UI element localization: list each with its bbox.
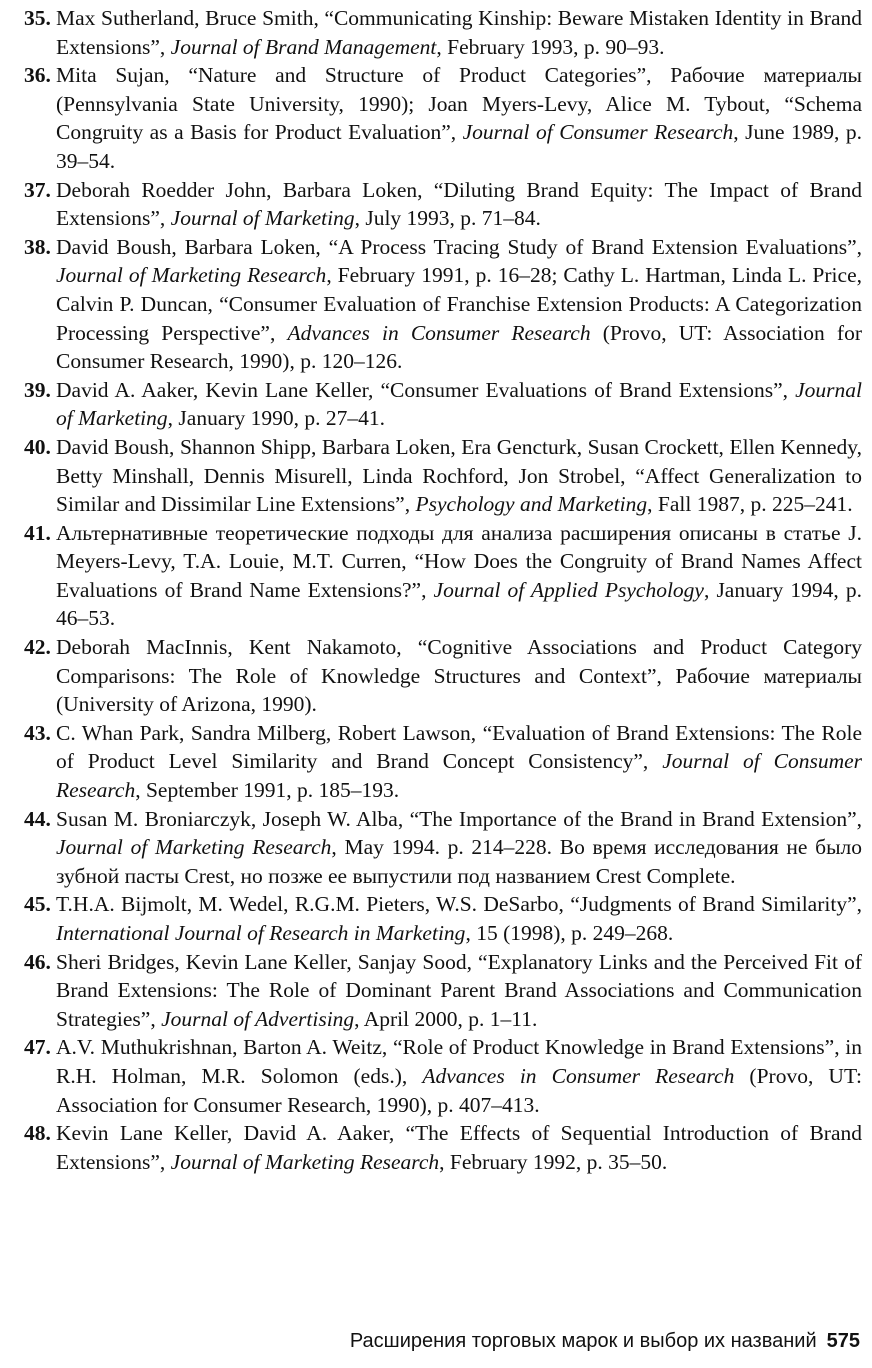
reference-text xyxy=(56,805,862,891)
reference-item xyxy=(24,890,862,947)
reference-text xyxy=(56,1033,862,1119)
reference-number: 35. xyxy=(24,6,51,30)
reference-text xyxy=(56,633,862,719)
reference-text xyxy=(56,376,862,433)
running-title: Расширения торговых марок и выбор их названий xyxy=(349,1330,817,1352)
reference-number: 46. xyxy=(24,949,51,974)
reference-number: 44. xyxy=(24,806,51,831)
reference-list xyxy=(24,4,862,1176)
reference-text xyxy=(56,61,862,175)
reference-text xyxy=(56,890,862,947)
reference-text xyxy=(56,948,862,1034)
reference-number: 37. xyxy=(24,177,51,202)
reference-item xyxy=(24,805,862,891)
journal-title: Journal of Marketing Research xyxy=(56,263,327,288)
journal-title: Advances in Consumer Research xyxy=(287,320,591,345)
reference-segment: Альтернативные теоретические подходы для анализа расширения описаны в статье J. Meyers-Levy, T.A. Louie, M.T. Curren, “How Does the Congruity of Brand Names Affect Evaluations of Brand Name Extensions?”, xyxy=(56,520,862,602)
reference-segment: , July 1993, p. 71–84. xyxy=(354,206,541,231)
reference-segment: Deborah Roedder John, Barbara Loken, “Diluting Brand Equity: The Impact of Brand Extensions”, xyxy=(56,177,862,231)
reference-number: 45. xyxy=(24,892,51,917)
journal-title: Journal of Marketing Research xyxy=(170,1149,440,1174)
journal-title: Journal of Advertising xyxy=(161,1006,355,1031)
journal-title: Psychology and Marketing xyxy=(415,492,648,517)
reference-segment: Max Sutherland, Bruce Smith, “Communicating Kinship: Beware Mistaken Identity in Brand Extensions”, xyxy=(56,6,862,59)
reference-item xyxy=(24,433,862,519)
reference-segment: Mita Sujan, “Nature and Structure of Product Categories”, Рабочие материалы (Pennsylvania State University, 1990); Joan Myers-Levy, Alice M. Tybout, “Schema Congruity as a Basis for Product Evaluation”, xyxy=(56,63,862,145)
reference-text xyxy=(56,233,862,376)
reference-item xyxy=(24,633,862,719)
reference-item xyxy=(24,519,862,633)
reference-segment: , September 1991, p. 185–193. xyxy=(135,778,400,803)
reference-text xyxy=(56,1119,862,1176)
reference-segment: , February 1993, p. 90–93. xyxy=(436,34,665,59)
journal-title: Journal of Consumer Research xyxy=(56,749,863,803)
journal-title: Advances in Consumer Research xyxy=(422,1063,735,1088)
reference-number: 42. xyxy=(24,635,51,660)
reference-text xyxy=(56,519,862,633)
reference-segment: (Provo, UT: Association for Consumer Research, 1990), p. 120–126. xyxy=(56,320,862,374)
reference-segment: Sheri Bridges, Kevin Lane Keller, Sanjay Sood, “Explanatory Links and the Perceived Fit of Brand Extensions: The Role of Dominant Parent Brand Associations and Communication Strategies”, xyxy=(56,949,862,1031)
reference-number: 36. xyxy=(24,63,51,88)
reference-item xyxy=(24,948,862,1034)
journal-title: International Journal of Research in Marketing xyxy=(56,921,466,945)
reference-segment: David A. Aaker, Kevin Lane Keller, “Consumer Evaluations of Brand Extensions”, xyxy=(56,377,796,402)
journal-title: Journal of Consumer Research xyxy=(462,120,734,145)
reference-text xyxy=(56,4,862,61)
reference-item xyxy=(24,176,862,233)
reference-number: 38. xyxy=(24,234,51,259)
page-number: 575 xyxy=(826,1330,860,1352)
reference-number: 40. xyxy=(24,434,51,459)
reference-segment: T.H.A. Bijmolt, M. Wedel, R.G.M. Pieters, W.S. DeSarbo, “Judgments of Brand Similarity”, xyxy=(56,892,862,917)
reference-segment: A.V. Muthukrishnan, Barton A. Weitz, “Role of Product Knowledge in Brand Extensions”, in R.H. Holman, M.R. Solomon (eds.), xyxy=(56,1035,862,1088)
reference-text xyxy=(56,176,862,233)
reference-number: 48. xyxy=(24,1121,51,1146)
reference-segment: David Boush, Barbara Loken, “A Process Tracing Study of Brand Extension Evaluations”, xyxy=(56,234,862,259)
reference-segment: , June 1989, p. 39–54. xyxy=(56,120,862,173)
reference-segment: C. Whan Park, Sandra Milberg, Robert Lawson, “Evaluation of Brand Extensions: The Role of Product Level Similarity and Brand Concept Consistency”, xyxy=(56,720,862,774)
reference-number: 39. xyxy=(24,377,51,402)
reference-segment: , February 1992, p. 35–50. xyxy=(439,1149,668,1174)
journal-title: Journal of Marketing xyxy=(170,206,355,231)
reference-segment: Deborah MacInnis, Kent Nakamoto, “Cognitive Associations and Product Category Comparisons: The Role of Knowledge Structures and Context”, Рабочие материалы (University of Arizona, 1990). xyxy=(56,635,862,717)
journal-title: Journal of Marketing xyxy=(56,377,862,431)
reference-segment: , 15 (1998), p. 249–268. xyxy=(465,921,674,945)
reference-segment: , January 1994, p. 46–53. xyxy=(56,577,862,631)
reference-text xyxy=(56,433,862,519)
reference-segment: (Provo, UT: Association for Consumer Research, 1990), p. 407–413. xyxy=(56,1063,862,1117)
reference-item xyxy=(24,4,862,61)
reference-item xyxy=(24,1033,862,1119)
reference-segment: Susan M. Broniarczyk, Joseph W. Alba, “The Importance of the Brand in Brand Extension”, xyxy=(56,806,862,831)
reference-segment: , February 1991, p. 16–28; Cathy L. Hartman, Linda L. Price, Calvin P. Duncan, “Consumer Evaluation of Franchise Extension Products: A Categorization Processing Perspective”, xyxy=(56,263,862,345)
reference-number: 41. xyxy=(24,520,51,545)
reference-number: 47. xyxy=(24,1035,51,1060)
reference-segment: David Boush, Shannon Shipp, Barbara Loken, Era Gencturk, Susan Crockett, Ellen Kennedy, Betty Minshall, Dennis Misurell, Linda Rochford, Jon Strobel, “Affect Generalization to Similar and Dissimilar Line Extensions”, xyxy=(56,434,862,517)
journal-title: Journal of Marketing Research xyxy=(56,835,332,860)
reference-item xyxy=(24,1119,862,1176)
reference-item xyxy=(24,233,862,376)
reference-segment: , April 2000, p. 1–11. xyxy=(354,1006,538,1031)
reference-segment: , January 1990, p. 27–41. xyxy=(167,406,386,431)
reference-segment: Kevin Lane Keller, David A. Aaker, “The Effects of Sequential Introduction of Brand Extensions”, xyxy=(56,1121,862,1174)
reference-number: 43. xyxy=(24,720,51,745)
reference-item xyxy=(24,61,862,175)
reference-segment: , May 1994. p. 214–228. Во время исследования не было зубной пасты Crest, но позже ее выпустили под названием Crest Complete. xyxy=(56,835,862,888)
journal-title: Journal of Applied Psychology xyxy=(433,577,704,602)
reference-text xyxy=(56,719,862,805)
page-footer xyxy=(350,1330,860,1353)
reference-segment: , Fall 1987, p. 225–241. xyxy=(647,492,853,517)
reference-item xyxy=(24,719,862,805)
reference-item xyxy=(24,376,862,433)
journal-title: Journal of Brand Management xyxy=(170,34,437,59)
